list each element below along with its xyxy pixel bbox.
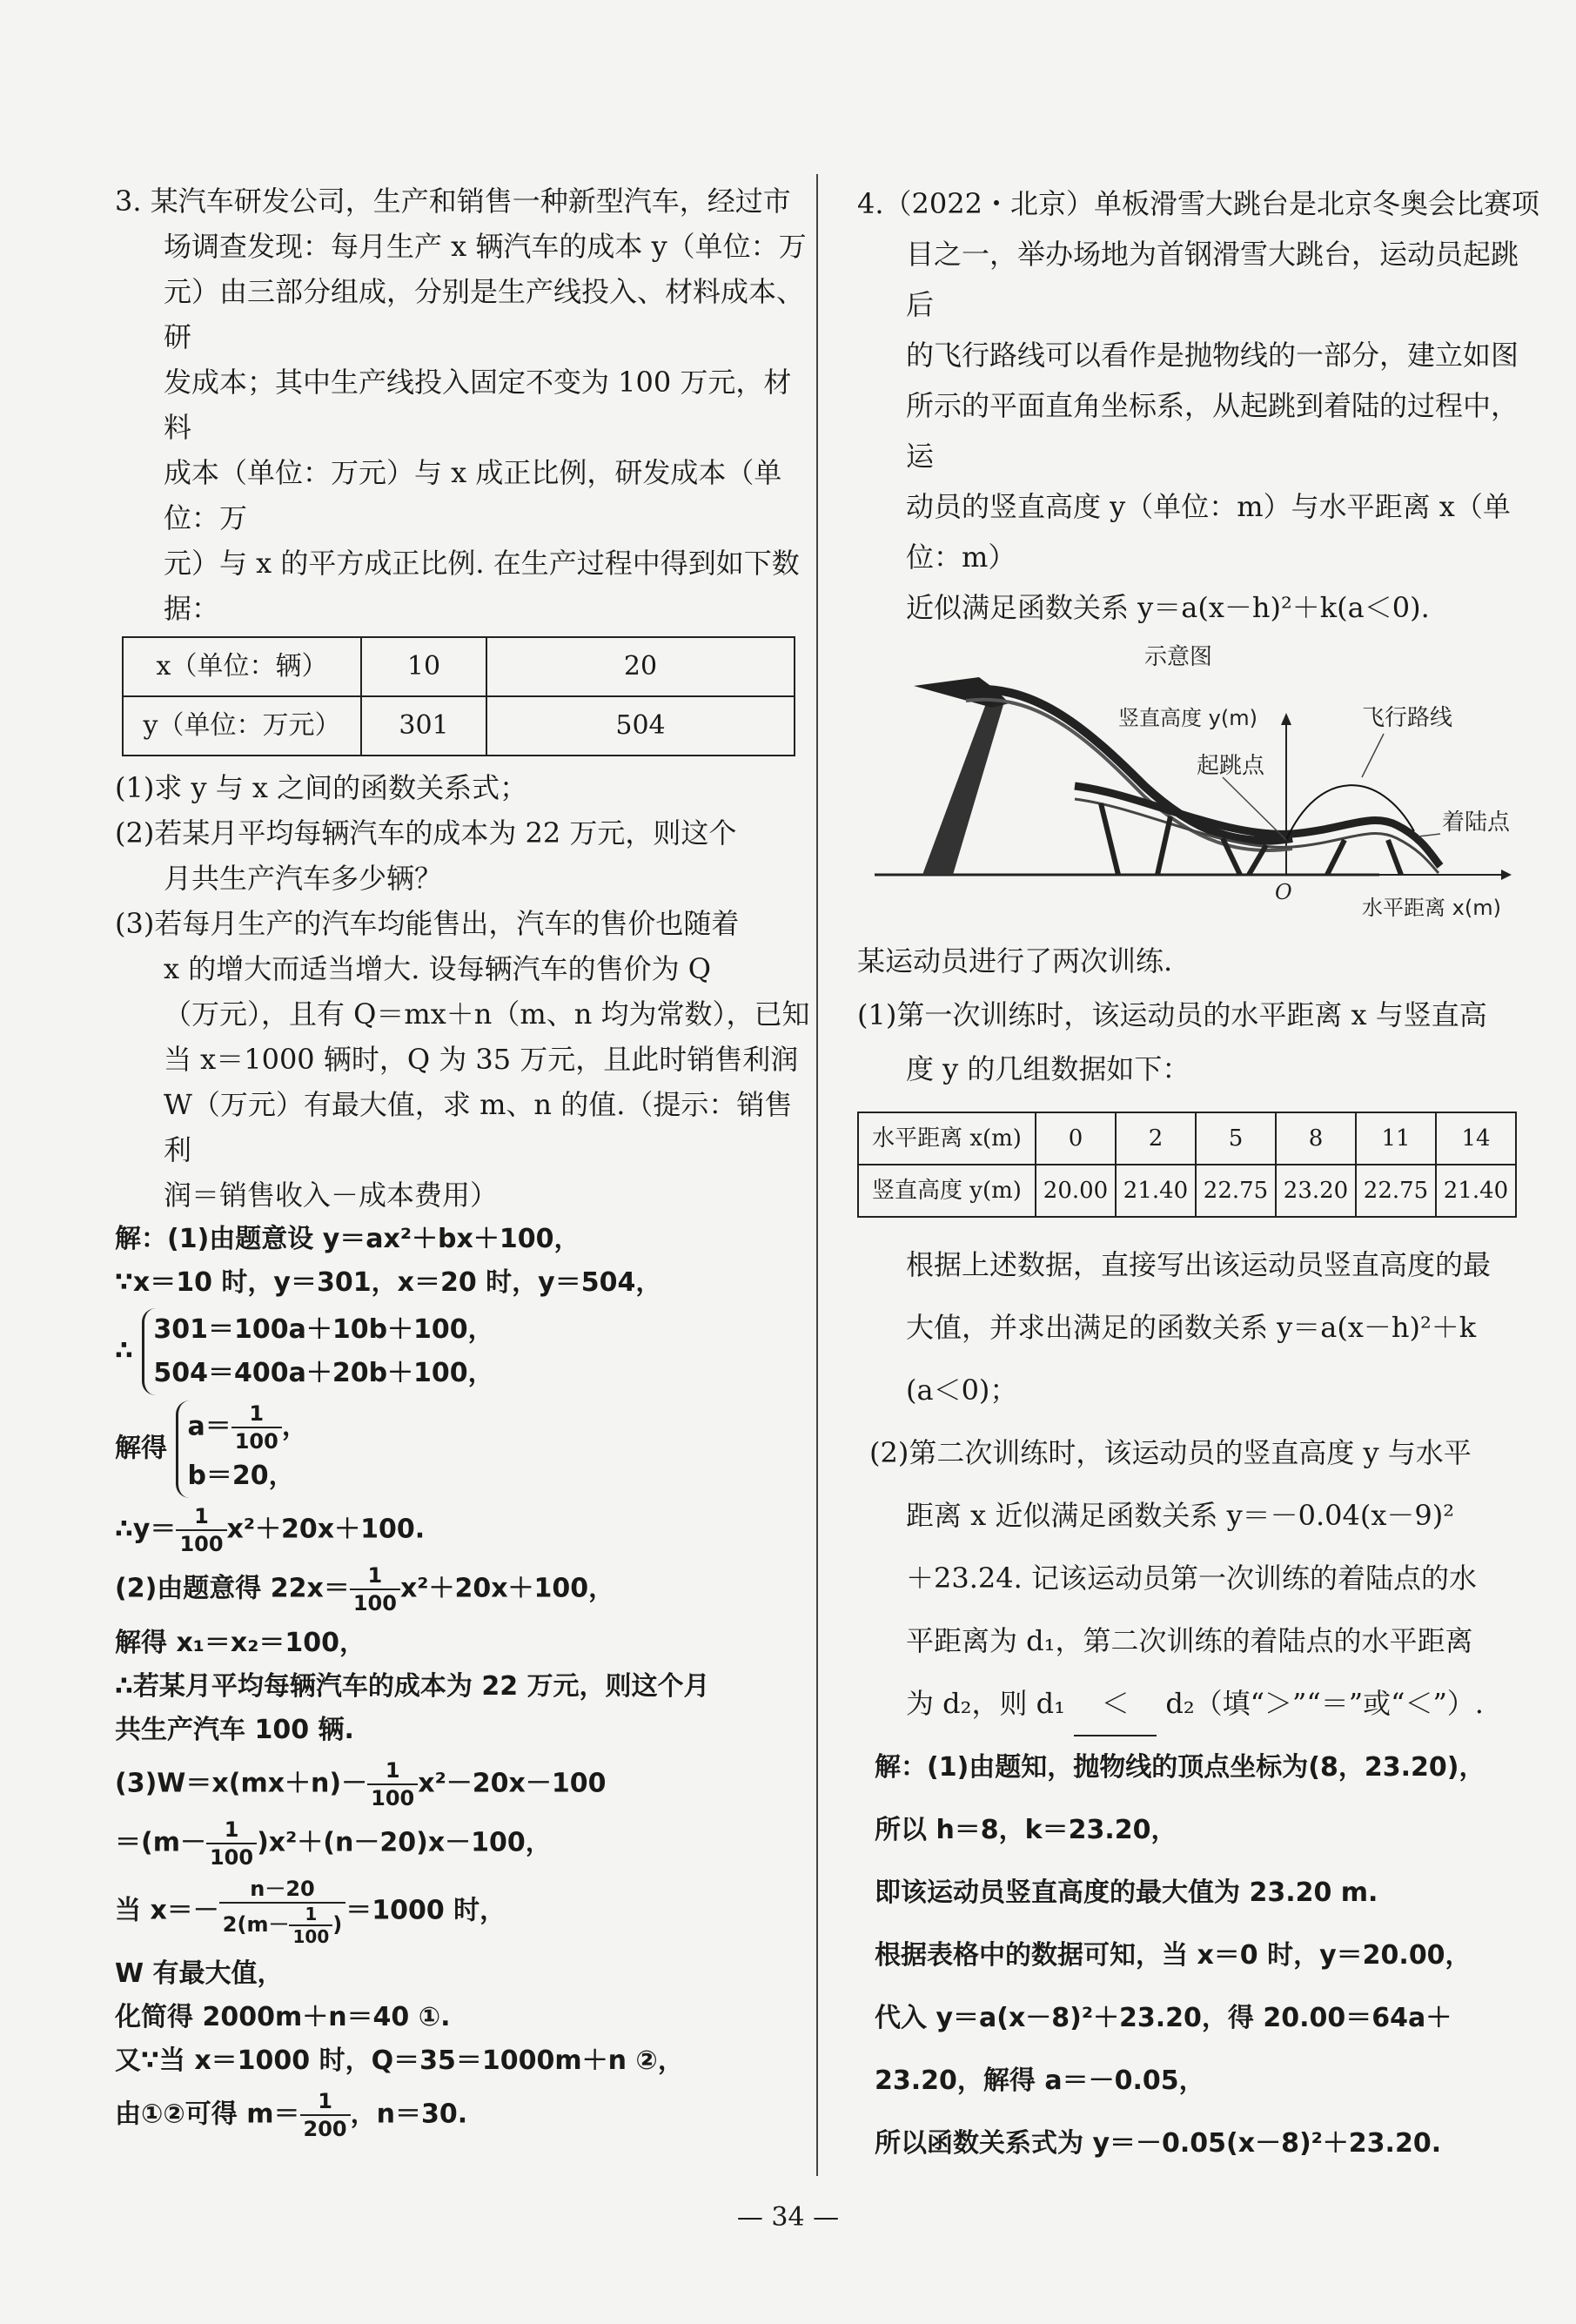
denominator: 100 — [209, 1845, 254, 1870]
table-cell: 22.75 — [1356, 1165, 1436, 1217]
solution-line: ∴若某月平均每辆汽车的成本为 22 万元，则这个月 — [115, 1671, 710, 1702]
equation-text: x²＋20x＋100. — [226, 1514, 426, 1545]
equation-text: ＝(m－ — [115, 1827, 206, 1858]
equation-brace — [142, 1308, 493, 1395]
table-cell: 21.40 — [1116, 1165, 1196, 1217]
solution-line: 即该运动员竖直高度的最大值为 23.20 m. — [875, 1877, 1378, 1908]
solution-line: 23.20，解得 a＝－0.05， — [875, 2065, 1205, 2096]
denominator: 100 — [371, 1786, 415, 1810]
solution-line — [115, 2088, 811, 2142]
solution-line: 根据表格中的数据可知，当 x＝0 时，y＝20.00， — [875, 1940, 1472, 1971]
table-cell: 0 — [1036, 1112, 1116, 1165]
equation-text: 由①②可得 m＝ — [115, 2099, 300, 2130]
table-cell: 301 — [361, 696, 486, 756]
question-1-cont: 度 y 的几组数据如下： — [906, 1052, 1190, 1085]
table-row — [123, 696, 795, 756]
fraction — [219, 1876, 345, 1947]
origin-label: O — [1275, 880, 1292, 904]
denominator: 100 — [179, 1532, 224, 1556]
x-axis-arrow — [1501, 870, 1512, 880]
solve-label: 解得 — [115, 1433, 167, 1464]
table-cell: 水平距离 x(m) — [858, 1112, 1036, 1165]
equation-text: 当 x＝－ — [115, 1895, 219, 1926]
table-cell: 20 — [486, 637, 795, 696]
flight-path-label: 飞行路线 — [1362, 705, 1453, 731]
equation-text: 2(m－ — [222, 1912, 290, 1937]
page-number: — 34 — — [736, 2202, 840, 2233]
table-cell: 22.75 — [1196, 1165, 1276, 1217]
question-2-cont: 月共生产汽车多少辆？ — [164, 862, 443, 895]
question-1: (1)第一次训练时，该运动员的水平距离 x 与竖直高 — [857, 998, 1487, 1031]
table-cell: x（单位：辆） — [123, 637, 361, 696]
problem-text-line: 场调查发现：每月生产 x 辆汽车的成本 y（单位：万 — [164, 230, 807, 263]
solution-line: ∵x＝10 时，y＝301，x＝20 时，y＝504， — [115, 1267, 662, 1298]
table-cell: 21.40 — [1436, 1165, 1516, 1217]
landing-label: 着陆点 — [1442, 809, 1511, 836]
solution-line — [115, 1817, 811, 1871]
equation-line: 301＝100a＋10b＋100， — [153, 1314, 494, 1345]
equation-text: ，n＝30. — [350, 2099, 468, 2130]
question-2-cont: 平距离为 d₁，第二次训练的着陆点的水平距离 — [906, 1624, 1473, 1657]
denominator — [219, 1904, 345, 1947]
ski-jump-diagram — [857, 638, 1527, 934]
question-3-cont: （万元），且有 Q＝mx＋n（m、n 均为常数），已知 — [164, 997, 810, 1031]
problem-text-line: 成本（单位：万元）与 x 成正比例，研发成本（单位：万 — [164, 456, 782, 534]
table-cell: 5 — [1196, 1112, 1276, 1165]
problem-4 — [857, 178, 1540, 2175]
numerator: 1 — [231, 1400, 282, 1428]
solution-line: 解得 x₁＝x₂＝100， — [115, 1628, 366, 1658]
takeoff-label: 起跳点 — [1197, 753, 1265, 779]
problem-text-line: 目之一，举办场地为首钢滑雪大跳台，运动员起跳后 — [906, 238, 1519, 321]
question-2-cont: 距离 x 近似满足函数关系 y＝－0.04(x－9)² — [906, 1499, 1455, 1532]
solution-line: 所以 h＝8，k＝23.20， — [875, 1815, 1177, 1845]
table-cell: 23.20 — [1276, 1165, 1356, 1217]
problem-text-line: 元）由三部分组成，分别是生产线投入、材料成本、研 — [164, 275, 805, 353]
fraction — [350, 1562, 400, 1616]
question-2: (2)第二次训练时，该运动员的竖直高度 y 与水平 — [869, 1436, 1472, 1469]
numerator: 1 — [367, 1757, 418, 1785]
numerator: 1 — [289, 1904, 332, 1926]
table-cell: 14 — [1436, 1112, 1516, 1165]
intro-text: 某运动员进行了两次训练. — [857, 944, 1173, 977]
table-cell: 10 — [361, 637, 486, 696]
problem-3 — [115, 178, 811, 2147]
question-1-cont: 根据上述数据，直接写出该运动员竖直高度的最 — [906, 1248, 1492, 1281]
equation-text: a＝ — [187, 1411, 231, 1442]
problem-text-line: 动员的竖直高度 y（单位：m）与水平距离 x（单位：m） — [906, 490, 1511, 574]
problem-text-line: 元）与 x 的平方成正比例. 在生产过程中得到如下数 — [164, 547, 800, 580]
table-cell: 504 — [486, 696, 795, 756]
problem-text-line: 发成本；其中生产线投入固定不变为 100 万元，材料 — [164, 366, 792, 444]
fraction — [300, 2088, 351, 2142]
solution-system — [115, 1308, 811, 1395]
fraction — [367, 1757, 418, 1811]
numerator: 1 — [350, 1562, 400, 1590]
problem-text-line: 据： — [164, 592, 220, 625]
solution-line — [115, 1757, 811, 1811]
solution-line: 代入 y＝a(x－8)²＋23.20，得 20.00＝64a＋ — [875, 2003, 1452, 2033]
numerator: 1 — [176, 1503, 226, 1531]
flight-leader — [1362, 734, 1384, 777]
table-row — [123, 637, 795, 696]
equation-text: )x²＋(n－20)x－100， — [257, 1827, 552, 1858]
question-1-cont: 大值，并求出满足的函数关系 y＝a(x－h)²＋k — [906, 1311, 1477, 1344]
fraction — [289, 1904, 332, 1947]
numerator: 1 — [206, 1817, 257, 1844]
column-divider — [816, 174, 818, 2176]
equation-line — [187, 1400, 307, 1454]
solution-line: 解：(1)由题知，抛物线的顶点坐标为(8，23.20)， — [875, 1752, 1485, 1783]
table-cell: 2 — [1116, 1112, 1196, 1165]
figure-title: 示意图 — [1144, 644, 1213, 670]
solution-line: W 有最大值， — [115, 1958, 284, 1989]
data-table — [122, 636, 795, 756]
table-cell: 8 — [1276, 1112, 1356, 1165]
y-axis-arrow — [1281, 713, 1291, 725]
equation-text: ∴y＝ — [115, 1514, 177, 1545]
equation-text: x²－20x－100 — [418, 1768, 607, 1799]
training-data-table — [857, 1112, 1517, 1218]
solution-4 — [857, 1736, 1540, 2175]
solution-3 — [115, 1218, 811, 2142]
problem-text-line: 3. 某汽车研发公司，生产和销售一种新型汽车，经过市 — [115, 185, 791, 218]
denominator: 100 — [234, 1429, 278, 1454]
question-1-cont: (a＜0)； — [906, 1374, 1018, 1407]
solution-line: 化简得 2000m＋n＝40 ①. — [115, 2002, 451, 2032]
question-2-cont: ＋23.24. 记该运动员第一次训练的着陆点的水 — [906, 1562, 1477, 1595]
problem-text-line: 近似满足函数关系 y＝a(x－h)²＋k(a＜0). — [906, 591, 1430, 624]
equation-text: x²＋20x＋100， — [399, 1573, 615, 1604]
question-text: 为 d₂，则 d₁ — [906, 1687, 1065, 1720]
denominator: 200 — [303, 2117, 347, 2141]
numerator: 1 — [300, 2088, 351, 2116]
solution-line — [115, 1503, 811, 1557]
question-text: d₂（填“＞”“＝”或“＜”）. — [1165, 1687, 1484, 1720]
therefore-symbol: ∴ — [115, 1335, 133, 1367]
equation-text: (3)W＝x(mx＋n)－ — [115, 1768, 368, 1799]
equation-line: b＝20， — [187, 1461, 295, 1491]
denominator: 100 — [352, 1591, 397, 1615]
question-3-cont: 润＝销售收入－成本费用） — [164, 1179, 499, 1212]
question-3-cont: W（万元）有最大值，求 m、n 的值.（提示：销售利 — [164, 1088, 793, 1166]
question-1: (1)求 y 与 x 之间的函数关系式； — [115, 771, 528, 804]
landing-leader — [1418, 834, 1440, 836]
question-3-cont: 当 x＝1000 辆时，Q 为 35 万元，且此时销售利润 — [164, 1043, 799, 1076]
equation-text: ＝1000 时， — [345, 1895, 506, 1926]
x-axis-label: 水平距离 x(m) — [1362, 896, 1501, 920]
solution-line: 共生产汽车 100 辆. — [115, 1715, 354, 1745]
question-2-cont — [857, 1672, 1540, 1736]
equation-line: 504＝400a＋20b＋100， — [153, 1358, 494, 1388]
solution-line: 所以函数关系式为 y＝－0.05(x－8)²＋23.20. — [875, 2128, 1442, 2159]
solution-system — [115, 1400, 811, 1498]
table-cell: y（单位：万元） — [123, 696, 361, 756]
table-cell: 20.00 — [1036, 1165, 1116, 1217]
solution-line — [115, 1876, 811, 1947]
solution-line: 又∵当 x＝1000 时，Q＝35＝1000m＋n ②， — [115, 2045, 684, 2076]
denominator: 100 — [292, 1926, 330, 1947]
solution-line — [115, 1562, 811, 1616]
question-2: (2)若某月平均每辆汽车的成本为 22 万元，则这个 — [115, 816, 737, 850]
table-cell: 11 — [1356, 1112, 1436, 1165]
ski-jump-figure — [857, 638, 1527, 934]
equation-brace — [176, 1400, 307, 1498]
equation-text: ， — [281, 1411, 308, 1442]
table-row — [858, 1165, 1516, 1217]
question-3-cont: x 的增大而适当增大. 设每辆汽车的售价为 Q — [164, 952, 711, 985]
answer-blank: ＜ — [1074, 1672, 1157, 1736]
fraction — [231, 1400, 282, 1454]
table-cell: 竖直高度 y(m) — [858, 1165, 1036, 1217]
fraction — [206, 1817, 257, 1871]
fraction — [176, 1503, 226, 1557]
equation-text: (2)由题意得 22x＝ — [115, 1573, 350, 1604]
numerator: n－20 — [219, 1876, 345, 1904]
problem-text-line: 4.（2022・北京）单板滑雪大跳台是北京冬奥会比赛项 — [857, 187, 1539, 220]
solution-line: 解：(1)由题意设 y＝ax²＋bx＋100， — [115, 1224, 580, 1254]
y-axis-label: 竖直高度 y(m) — [1118, 706, 1257, 730]
problem-text-line: 的飞行路线可以看作是抛物线的一部分，建立如图 — [906, 339, 1519, 372]
question-3: (3)若每月生产的汽车均能售出，汽车的售价也随着 — [115, 907, 740, 940]
equation-text: ) — [332, 1912, 343, 1937]
problem-text-line: 所示的平面直角坐标系，从起跳到着陆的过程中，运 — [906, 389, 1519, 473]
table-row — [858, 1112, 1516, 1165]
tower-body — [922, 699, 1005, 875]
